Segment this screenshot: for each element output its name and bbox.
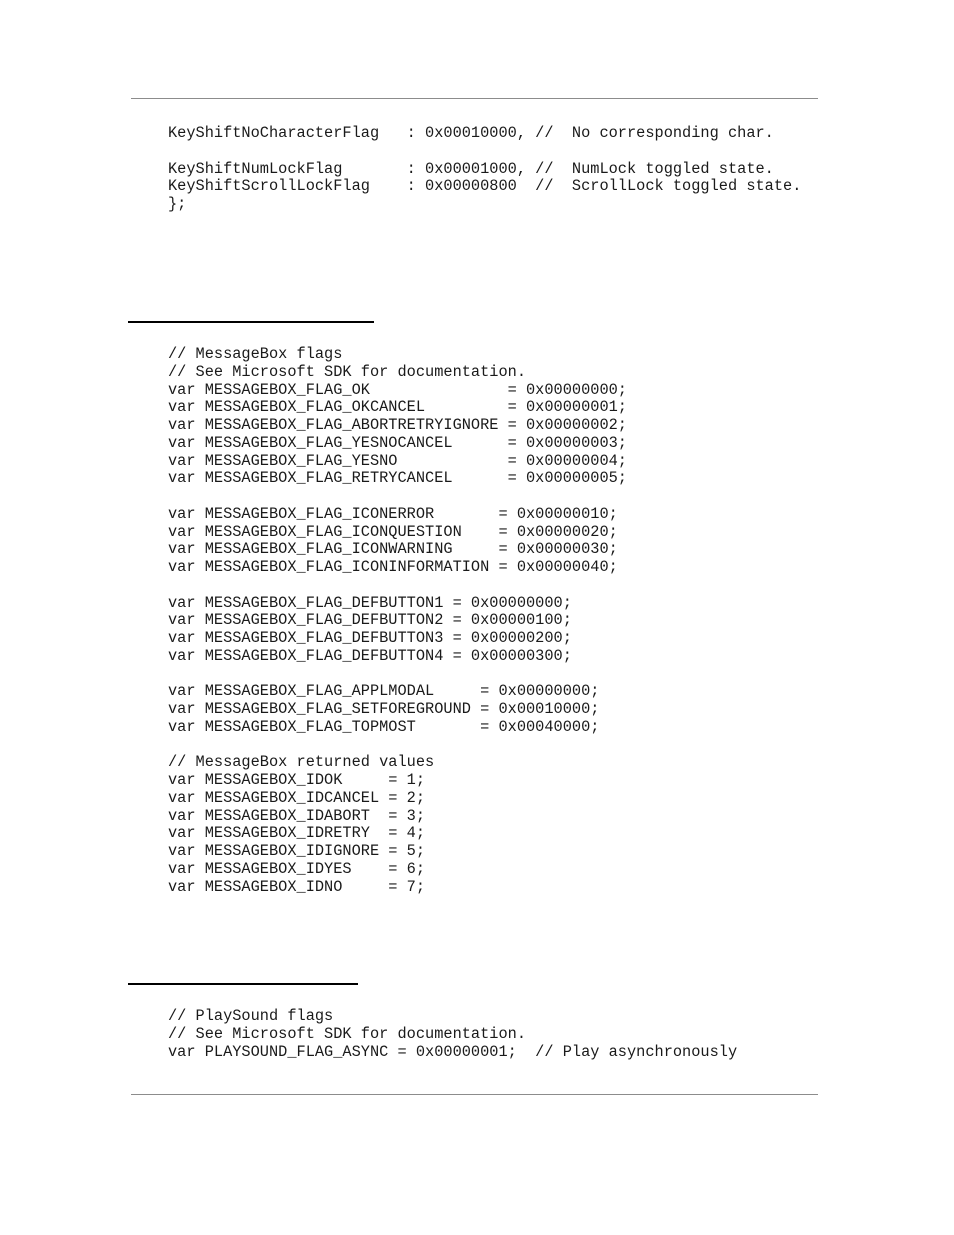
section-heading-rule-messagebox (128, 321, 374, 323)
code-block-playsound-flags (168, 1008, 737, 1061)
code-line: var MESSAGEBOX_FLAG_OK = 0x00000000; (168, 380, 627, 399)
code-line: var MESSAGEBOX_IDCANCEL = 2; (168, 788, 426, 807)
page-top-rule (131, 98, 818, 99)
code-line: var PLAYSOUND_FLAG_ASYNC = 0x00000001; // Play asynchronously (168, 1042, 738, 1061)
code-line (168, 577, 627, 595)
code-line: var MESSAGEBOX_FLAG_OKCANCEL = 0x00000001; (168, 398, 627, 417)
code-line: var MESSAGEBOX_FLAG_SETFOREGROUND = 0x00010000; (168, 700, 600, 718)
code-line: }; (168, 195, 187, 213)
code-line (168, 488, 627, 506)
section-heading-rule-playsound (128, 983, 358, 985)
code-line (168, 666, 627, 684)
code-block-key-shift-flags (168, 125, 801, 214)
code-line: var MESSAGEBOX_FLAG_ICONQUESTION = 0x00000020; (168, 522, 618, 541)
code-line: KeyShiftScrollLockFlag : 0x00000800 // ScrollLock toggled state. (168, 177, 802, 196)
code-line: var MESSAGEBOX_FLAG_APPLMODAL = 0x00000000; (168, 682, 600, 701)
code-line: var MESSAGEBOX_FLAG_TOPMOST = 0x00040000; (168, 717, 600, 736)
code-line: var MESSAGEBOX_IDNO = 7; (168, 877, 426, 896)
code-line: var MESSAGEBOX_IDIGNORE = 5; (168, 842, 426, 860)
code-line: // MessageBox flags (168, 345, 343, 363)
code-line: KeyShiftNumLockFlag : 0x00001000, // NumLock toggled state. (168, 159, 774, 178)
code-line: var MESSAGEBOX_IDABORT = 3; (168, 806, 426, 825)
code-line: var MESSAGEBOX_FLAG_YESNO = 0x00000004; (168, 451, 627, 470)
code-line: // MessageBox returned values (168, 753, 435, 772)
code-line: KeyShiftNoCharacterFlag : 0x00010000, // No corresponding char. (168, 124, 774, 142)
code-line: var MESSAGEBOX_IDYES = 6; (168, 859, 426, 878)
code-line: var MESSAGEBOX_IDRETRY = 4; (168, 824, 426, 843)
code-line: var MESSAGEBOX_FLAG_DEFBUTTON4 = 0x00000300; (168, 646, 572, 665)
code-line: // See Microsoft SDK for documentation. (168, 1024, 527, 1043)
page-bottom-rule (131, 1094, 818, 1095)
code-line: var MESSAGEBOX_FLAG_ICONINFORMATION = 0x00000040; (168, 558, 618, 576)
code-line: var MESSAGEBOX_FLAG_ICONERROR = 0x00000010; (168, 504, 618, 523)
code-line: var MESSAGEBOX_FLAG_DEFBUTTON3 = 0x00000200; (168, 629, 572, 647)
code-line: var MESSAGEBOX_FLAG_YESNOCANCEL = 0x00000003; (168, 433, 627, 452)
code-line: var MESSAGEBOX_FLAG_RETRYCANCEL = 0x00000005; (168, 469, 627, 488)
code-line: // PlaySound flags (168, 1007, 334, 1025)
code-line: var MESSAGEBOX_FLAG_ABORTRETRYIGNORE = 0x00000002; (168, 416, 627, 434)
code-line (168, 737, 627, 755)
code-line: var MESSAGEBOX_FLAG_ICONWARNING = 0x00000030; (168, 540, 618, 559)
code-block-messagebox-flags (168, 346, 627, 896)
code-line: var MESSAGEBOX_IDOK = 1; (168, 771, 426, 789)
code-line: var MESSAGEBOX_FLAG_DEFBUTTON2 = 0x00000100; (168, 611, 572, 630)
code-line (168, 143, 801, 161)
code-line: // See Microsoft SDK for documentation. (168, 362, 527, 381)
code-line: var MESSAGEBOX_FLAG_DEFBUTTON1 = 0x00000000; (168, 593, 572, 612)
